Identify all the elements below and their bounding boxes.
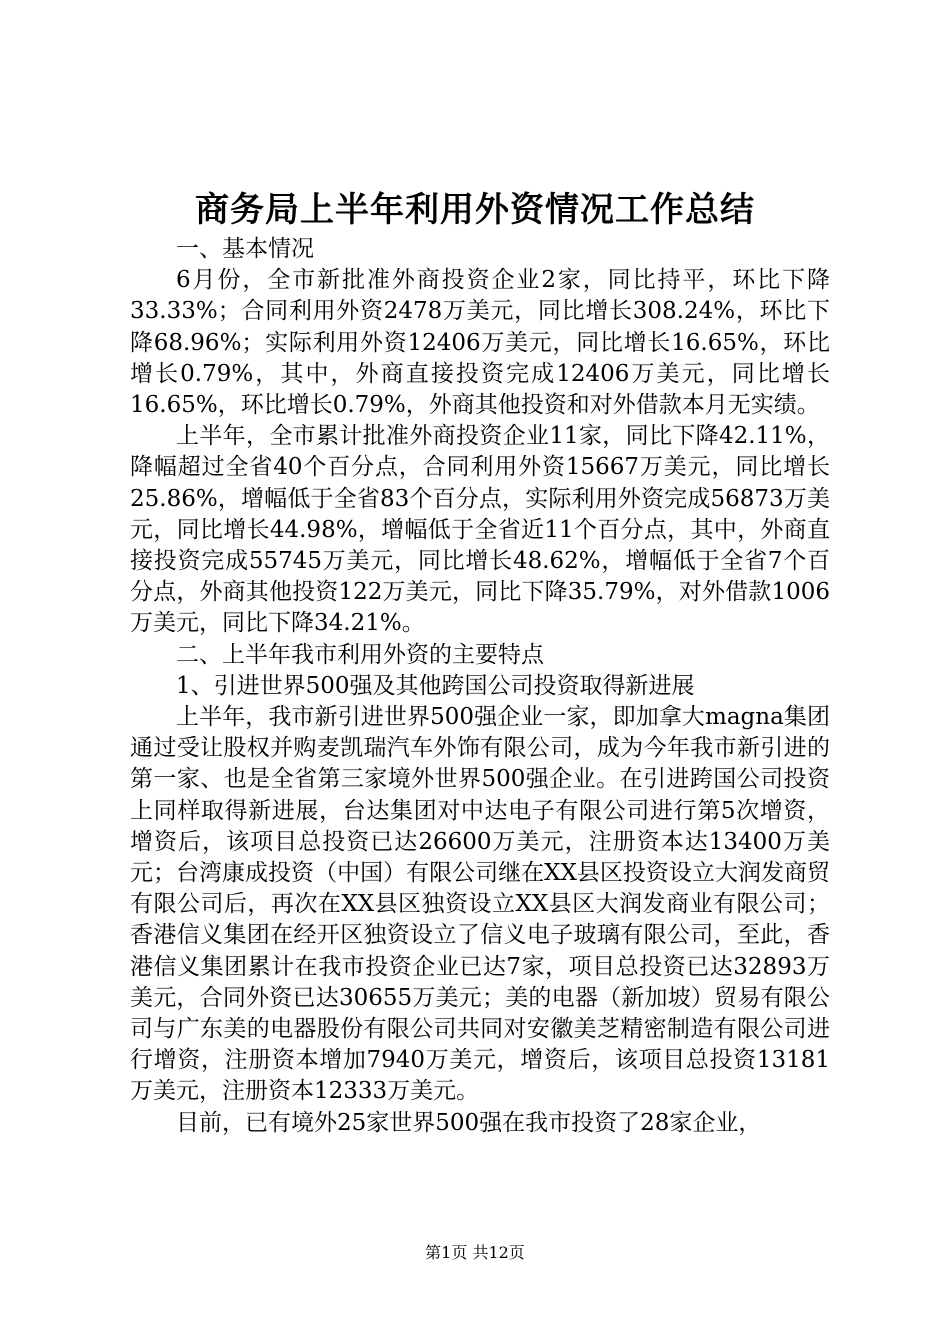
document-title: 商务局上半年利用外资情况工作总结 xyxy=(195,190,755,230)
section-heading: 二、上半年我市利用外资的主要特点 xyxy=(176,641,544,668)
subsection-heading: 1、引进世界500强及其他跨国公司投资取得新进展 xyxy=(176,672,695,699)
page-number: 第1页 共12页 xyxy=(425,1243,525,1262)
paragraph: 6月份，全市新批准外商投资企业2家，同比持平，环比下降33.33%；合同利用外资2478万美元，同比增长308.24%，环比下降68.96%；实际利用外资12406万美元，同比增长16.65%，环比增长0.79%，其中，外商直接投资完成12406万美元，同比增长16.65%，环比增长0.79%，外商其他投资和对外借款本月无实绩。 xyxy=(130,267,830,419)
document-body xyxy=(130,234,830,1139)
paragraph: 上半年，全市累计批准外商投资企业11家，同比下降42.11%，降幅超过全省40个百分点，合同利用外资15667万美元，同比增长25.86%，增幅低于全省83个百分点，实际利用外资完成56873万美元，同比增长44.98%，增幅低于全省近11个百分点，其中，外商直接投资完成55745万美元，同比增长48.62%，增幅低于全省7个百分点，外商其他投资122万美元，同比下降35.79%，对外借款1006万美元，同比下降34.21%。 xyxy=(130,423,830,637)
paragraph: 上半年，我市新引进世界500强企业一家，即加拿大magna集团通过受让股权并购麦凯瑞汽车外饰有限公司，成为今年我市新引进的第一家、也是全省第三家境外世界500强企业。在引进跨国公司投资上同样取得新进展，台达集团对中达电子有限公司进行第5次增资，增资后，该项目总投资已达26600万美元，注册资本达13400万美元；台湾康成投资（中国）有限公司继在XX县区投资设立大润发商贸有限公司后，再次在XX县区独资设立XX县区大润发商业有限公司；香港信义集团在经开区独资设立了信义电子玻璃有限公司，至此，香港信义集团累计在我市投资企业已达7家，项目总投资已达32893万美元，合同外资已达30655万美元；美的电器（新加坡）贸易有限公司与广东美的电器股份有限公司共同对安徽美芝精密制造有限公司进行增资，注册资本增加7940万美元，增资后，该项目总投资13181万美元，注册资本12333万美元。 xyxy=(130,704,830,1105)
section-heading: 一、基本情况 xyxy=(176,236,314,262)
paragraph: 目前，已有境外25家世界500强在我市投资了28家企业， xyxy=(176,1109,762,1136)
